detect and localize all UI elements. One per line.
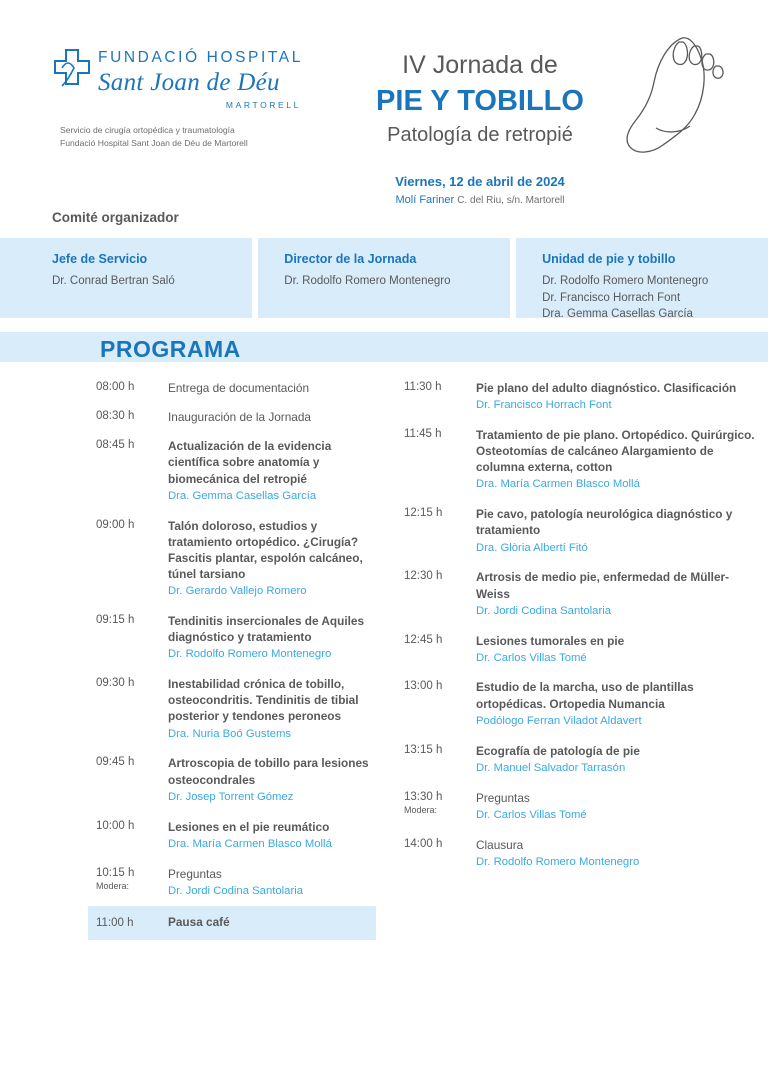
event-subtitle: Patología de retropié (387, 123, 573, 146)
event-venue-name: Molí Fariner (395, 193, 455, 206)
comite-name: Dr. Rodolfo Romero Montenegro (542, 275, 709, 287)
programa-entry (404, 790, 768, 824)
entry-body (168, 866, 384, 900)
entry-speaker: Podólogo Ferran Viladot Aldavert (476, 714, 642, 727)
entry-speaker: Dr. Rodolfo Romero Montenegro (476, 855, 640, 868)
entry-body (476, 380, 768, 414)
entry-body (168, 676, 384, 742)
entry-time-value: 09:15 h (96, 614, 135, 627)
entry-body (476, 633, 768, 667)
comite-role: Jefe de Servicio (52, 252, 148, 266)
programa-entry (96, 518, 384, 600)
entry-title: Lesiones en el pie reumático (168, 819, 330, 834)
entry-speaker: Dr. Jordi Codina Santolaria (168, 884, 304, 897)
entry-title: Artroscopia de tobillo para lesiones osteocondrales (168, 756, 369, 787)
comite-cell-jefe (0, 238, 252, 318)
event-title-block (330, 50, 630, 206)
entry-title: Lesiones tumorales en pie (476, 633, 625, 648)
programa-entry (404, 679, 768, 729)
entry-time (404, 679, 476, 729)
entry-time (96, 866, 168, 900)
programa-entry (96, 438, 384, 504)
entry-title: Artrosis de medio pie, enfermedad de Müller-Weiss (476, 570, 730, 601)
entry-body (168, 438, 384, 504)
entry-time-value: 09:30 h (96, 677, 135, 690)
entry-speaker: Dra. María Carmen Blasco Mollá (476, 478, 640, 491)
entry-speaker: Dra. Glòria Albertí Fitó (476, 541, 588, 554)
entry-time-value: 12:30 h (404, 570, 443, 583)
entry-body (476, 837, 768, 871)
entry-speaker: Dr. Jordi Codina Santolaria (476, 604, 612, 617)
programa-entry (96, 819, 384, 853)
programa-entry (96, 755, 384, 805)
programa-entry (404, 380, 768, 414)
programa-column-right (384, 380, 768, 913)
entry-title: Ecografía de patología de pie (476, 743, 640, 758)
programa-entry (96, 409, 384, 425)
entry-time (404, 743, 476, 777)
entry-speaker: Dra. Nuria Boó Gustems (168, 727, 292, 740)
entry-title: Pie cavo, patología neurológica diagnóstico y tratamiento (476, 507, 733, 538)
pausa-title: Pausa café (168, 915, 230, 930)
entry-time-value: 10:15 h (96, 866, 135, 879)
comite-name: Dr. Rodolfo Romero Montenegro (284, 275, 451, 287)
entry-time (96, 755, 168, 805)
entry-speaker: Dr. Francisco Horrach Font (476, 399, 612, 412)
logo-subtitle-line1: Servicio de cirugía ortopédica y traumatología (60, 125, 235, 135)
programa-column-left (0, 380, 384, 913)
entry-time-value: 12:15 h (404, 507, 443, 520)
event-title-line1: IV Jornada de (402, 51, 558, 79)
entry-modera-label: Modera: (96, 880, 130, 891)
entry-body (168, 380, 384, 396)
entry-body (476, 679, 768, 729)
cross-icon (52, 48, 92, 92)
entry-time (96, 518, 168, 600)
programa-entry (404, 506, 768, 556)
entry-speaker: Dr. Manuel Salvador Tarrasón (476, 761, 626, 774)
logo-brand-line1: FUNDACIÓ HOSPITAL (98, 49, 303, 66)
entry-title: Preguntas (168, 866, 222, 881)
entry-body (476, 790, 768, 824)
entry-body (168, 518, 384, 600)
entry-modera-label: Modera: (404, 804, 438, 815)
entry-body (476, 569, 768, 619)
entry-title: Inauguración de la Jornada (168, 410, 311, 425)
hospital-logo (52, 48, 352, 150)
entry-time (96, 438, 168, 504)
entry-title: Entrega de documentación (168, 381, 310, 395)
comite-bar (0, 238, 768, 321)
entry-speaker: Dr. Rodolfo Romero Montenegro (168, 648, 332, 661)
entry-title: Tendinitis insercionales de Aquiles diagnóstico y tratamiento (168, 614, 365, 645)
entry-time (404, 837, 476, 871)
entry-body (168, 755, 384, 805)
event-title-line2: PIE Y TOBILLO (376, 85, 584, 118)
programa-columns (0, 380, 768, 913)
entry-speaker: Dra. María Carmen Blasco Mollá (168, 837, 332, 850)
comite-cell-director (258, 238, 510, 318)
comite-role: Unidad de pie y tobillo (542, 252, 676, 266)
entry-title: Inestabilidad crónica de tobillo, osteocondritis. Tendinitis de tibial posterior y tendones peroneos (168, 677, 359, 724)
entry-title: Talón doloroso, estudios y tratamiento ortopédico. ¿Cirugía? Fascitis plantar, espolón calcáneo, túnel tarsiano (168, 518, 363, 582)
entry-body (476, 427, 768, 493)
entry-time-value: 08:30 h (96, 410, 135, 423)
entry-time (404, 427, 476, 493)
entry-time (404, 790, 476, 824)
programa-entry (96, 676, 384, 742)
logo-brand-line3: MARTORELL (225, 100, 301, 110)
programa-entry (96, 866, 384, 900)
entry-time-value: 13:00 h (404, 680, 443, 693)
comite-name: Dr. Conrad Bertran Saló (52, 275, 175, 287)
logo-brand-line2: Sant Joan de Déu (98, 68, 280, 96)
entry-title: Actualización de la evidencia científica sobre anatomía y biomecánica del retropié (168, 439, 332, 486)
programa-heading: PROGRAMA (100, 336, 241, 362)
entry-time (96, 613, 168, 663)
programa-entry (404, 837, 768, 871)
entry-time (404, 380, 476, 414)
comite-name: Dra. Gemma Casellas García (542, 308, 693, 321)
entry-time (404, 569, 476, 619)
entry-body (476, 743, 768, 777)
programa-entry (404, 427, 768, 493)
entry-time-value: 08:00 h (96, 381, 135, 393)
entry-time (96, 676, 168, 742)
entry-speaker: Dra. Gemma Casellas García (168, 489, 317, 502)
entry-time-value: 10:00 h (96, 819, 135, 832)
entry-time (96, 819, 168, 853)
entry-title: Preguntas (476, 790, 530, 805)
entry-speaker: Dr. Carlos Villas Tomé (476, 808, 587, 821)
entry-speaker: Dr. Carlos Villas Tomé (476, 651, 587, 664)
comite-cell-unidad (516, 238, 768, 321)
entry-title: Estudio de la marcha, uso de plantillas ortopédicas. Ortopedia Numancia (476, 680, 694, 711)
pausa-time: 11:00 h (96, 917, 134, 929)
comite-heading: Comité organizador (52, 210, 179, 225)
comite-role: Director de la Jornada (284, 252, 417, 266)
entry-title: Clausura (476, 837, 524, 852)
programa-entry (96, 380, 384, 396)
logo-subtitle-line2: Fundació Hospital Sant Joan de Déu de Martorell (60, 137, 248, 148)
entry-time-value: 08:45 h (96, 439, 135, 452)
entry-time-value: 13:15 h (404, 743, 443, 756)
entry-time (96, 380, 168, 396)
entry-time-value: 11:30 h (404, 381, 442, 393)
programa-entry (404, 569, 768, 619)
entry-time (404, 633, 476, 667)
entry-speaker: Dr. Gerardo Vallejo Romero (168, 585, 307, 598)
entry-time-value: 12:45 h (404, 633, 443, 646)
entry-speaker: Dr. Josep Torrent Gómez (168, 790, 294, 803)
entry-title: Tratamiento de pie plano. Ortopédico. Quirúrgico. Osteotomías de calcáneo Alargamiento de columna externa, cotton (476, 427, 755, 475)
entry-body (168, 613, 384, 663)
entry-body (476, 506, 768, 556)
entry-body (168, 409, 384, 425)
entry-time-value: 09:00 h (96, 518, 135, 531)
programa-entry (96, 613, 384, 663)
entry-time-value: 13:30 h (404, 790, 443, 803)
event-venue-address: C. del Riu, s/n. Martorell (457, 194, 565, 206)
event-date: Viernes, 12 de abril de 2024 (395, 173, 565, 189)
entry-time-value: 14:00 h (404, 837, 443, 850)
foot-illustration-icon (586, 20, 736, 170)
entry-time-value: 09:45 h (96, 756, 135, 769)
programa-entry (404, 633, 768, 667)
comite-name: Dr. Francisco Horrach Font (542, 291, 681, 304)
entry-time (404, 506, 476, 556)
entry-time-value: 11:45 h (404, 427, 442, 440)
header (0, 0, 768, 205)
entry-body (168, 819, 384, 853)
programa-entry (404, 743, 768, 777)
entry-title: Pie plano del adulto diagnóstico. Clasificación (476, 381, 737, 395)
entry-time (96, 409, 168, 425)
programa-pausa-row (88, 906, 376, 940)
